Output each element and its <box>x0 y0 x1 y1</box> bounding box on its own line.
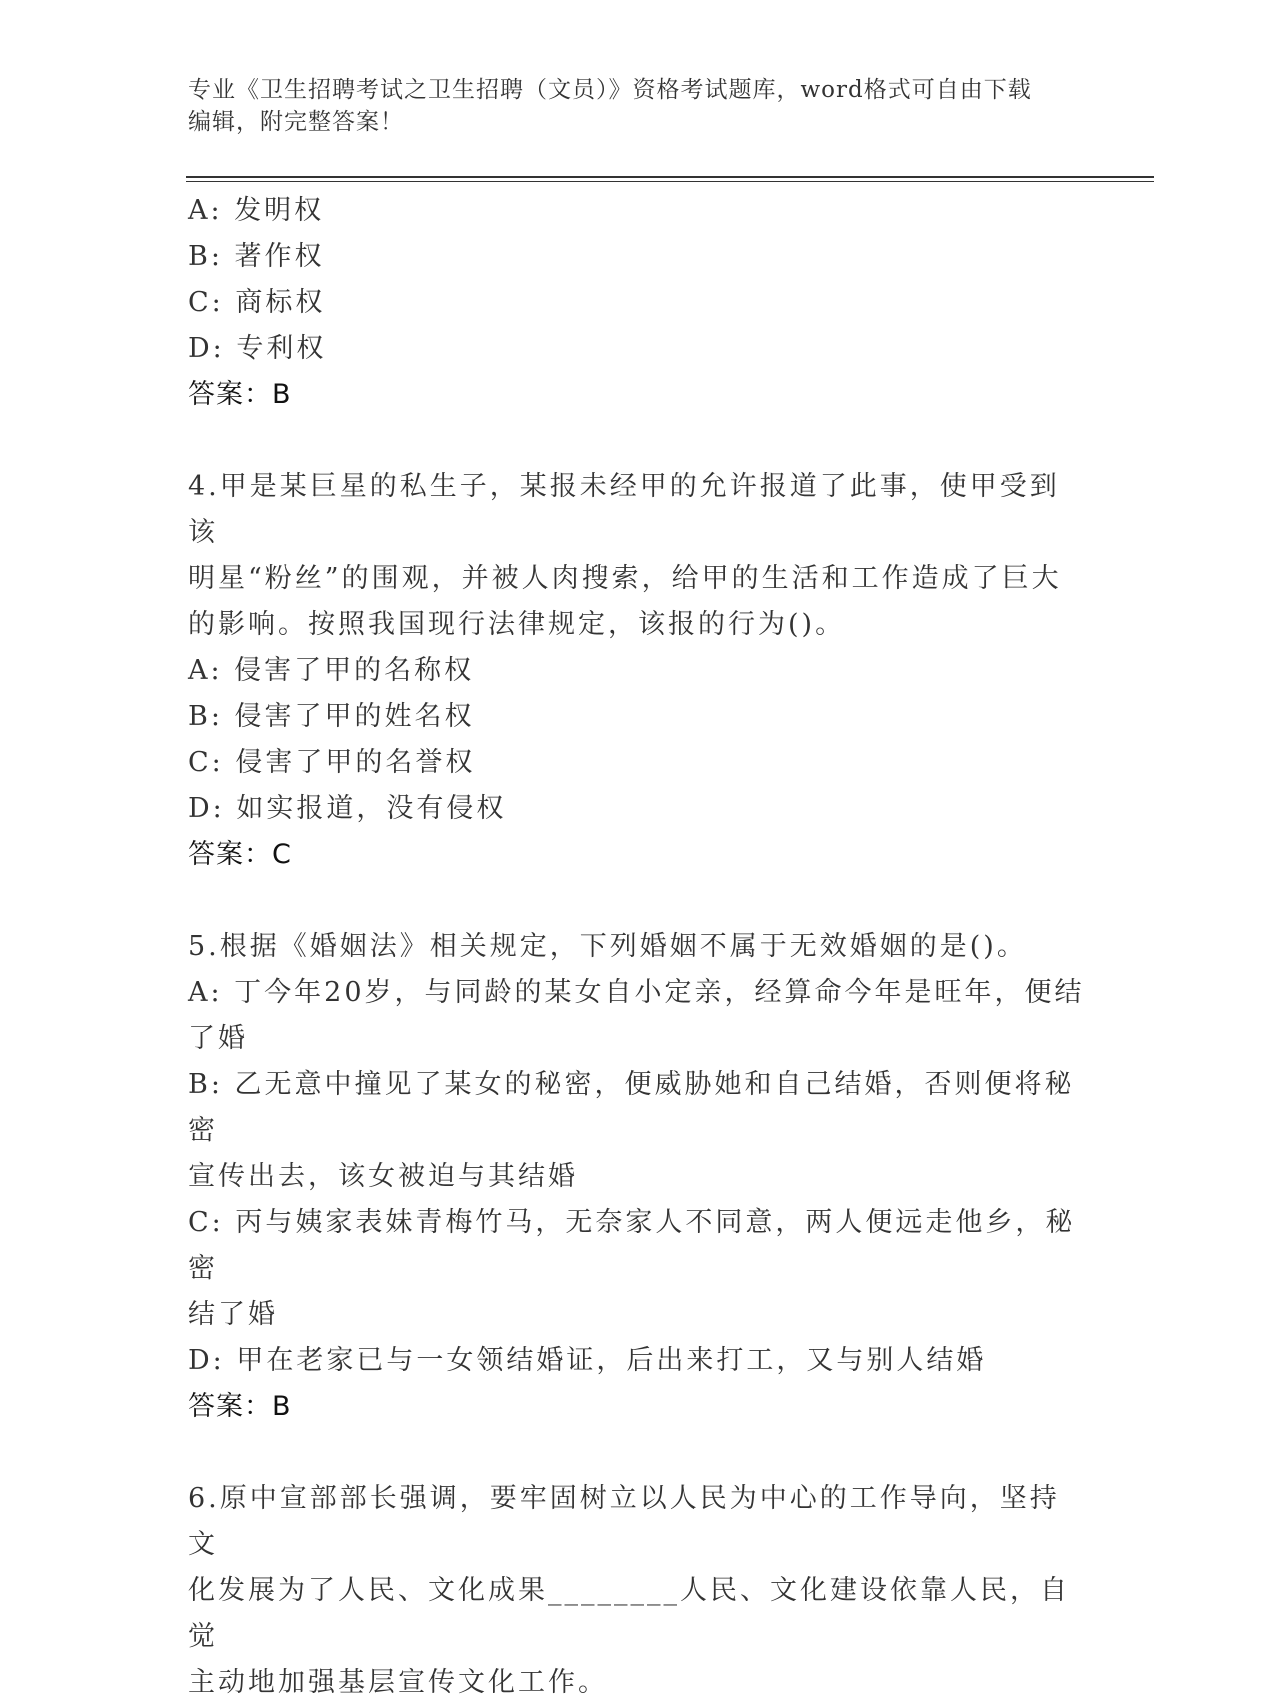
document-header <box>188 74 1088 138</box>
option: C: 商标权 <box>188 287 326 318</box>
option: D: 专利权 <box>188 333 327 364</box>
question-5 <box>188 924 1088 1430</box>
option: A: 侵害了甲的名称权 <box>188 655 475 686</box>
option: D: 如实报道，没有侵权 <box>188 793 507 824</box>
option: A: 丁今年20岁，与同龄的某女自小定亲，经算命今年是旺年，便结 <box>188 977 1085 1008</box>
question-stem: 5.根据《婚姻法》相关规定，下列婚姻不属于无效婚姻的是()。 <box>188 931 1027 962</box>
header-line: 编辑，附完整答案！ <box>188 109 404 135</box>
option-continuation: 结了婚 <box>188 1299 278 1330</box>
question-stem: 主动地加强基层宣传文化工作。 <box>188 1667 608 1698</box>
option-continuation: 宣传出去，该女被迫与其结婚 <box>188 1161 578 1192</box>
option: D: 甲在老家已与一女领结婚证，后出来打工，又与别人结婚 <box>188 1345 987 1376</box>
option: B: 著作权 <box>188 241 325 272</box>
header-divider <box>186 176 1154 178</box>
question-6 <box>188 1476 1088 1706</box>
option: B: 侵害了甲的姓名权 <box>188 701 475 732</box>
question-list <box>188 188 1088 1706</box>
option: C: 丙与姨家表妹青梅竹马，无奈家人不同意，两人便远走他乡，秘密 <box>188 1207 1076 1284</box>
question-stem: 6.原中宣部部长强调，要牢固树立以人民为中心的工作导向，坚持文 <box>188 1483 1060 1560</box>
answer: 答案：C <box>188 839 292 870</box>
question-4 <box>188 464 1088 878</box>
question-stem: 4.甲是某巨星的私生子，某报未经甲的允许报道了此事，使甲受到该 <box>188 471 1060 548</box>
header-divider-thin <box>186 181 1154 182</box>
option: C: 侵害了甲的名誉权 <box>188 747 476 778</box>
option: A: 发明权 <box>188 195 325 226</box>
option-continuation: 了婚 <box>188 1023 248 1054</box>
question-stem: 明星“粉丝”的围观，并被人肉搜索，给甲的生活和工作造成了巨大 <box>188 563 1062 594</box>
answer: 答案：B <box>188 1391 292 1422</box>
option: B: 乙无意中撞见了某女的秘密，便威胁她和自己结婚，否则便将秘密 <box>188 1069 1075 1146</box>
question-stem: 化发展为了人民、文化成果________人民、文化建设依靠人民，自觉 <box>188 1575 1070 1652</box>
question-3 <box>188 188 1088 418</box>
question-stem: 的影响。按照我国现行法律规定，该报的行为()。 <box>188 609 846 640</box>
header-line: 专业《卫生招聘考试之卫生招聘（文员）》资格考试题库，word格式可自由下载 <box>188 77 1032 103</box>
answer: 答案：B <box>188 379 292 410</box>
